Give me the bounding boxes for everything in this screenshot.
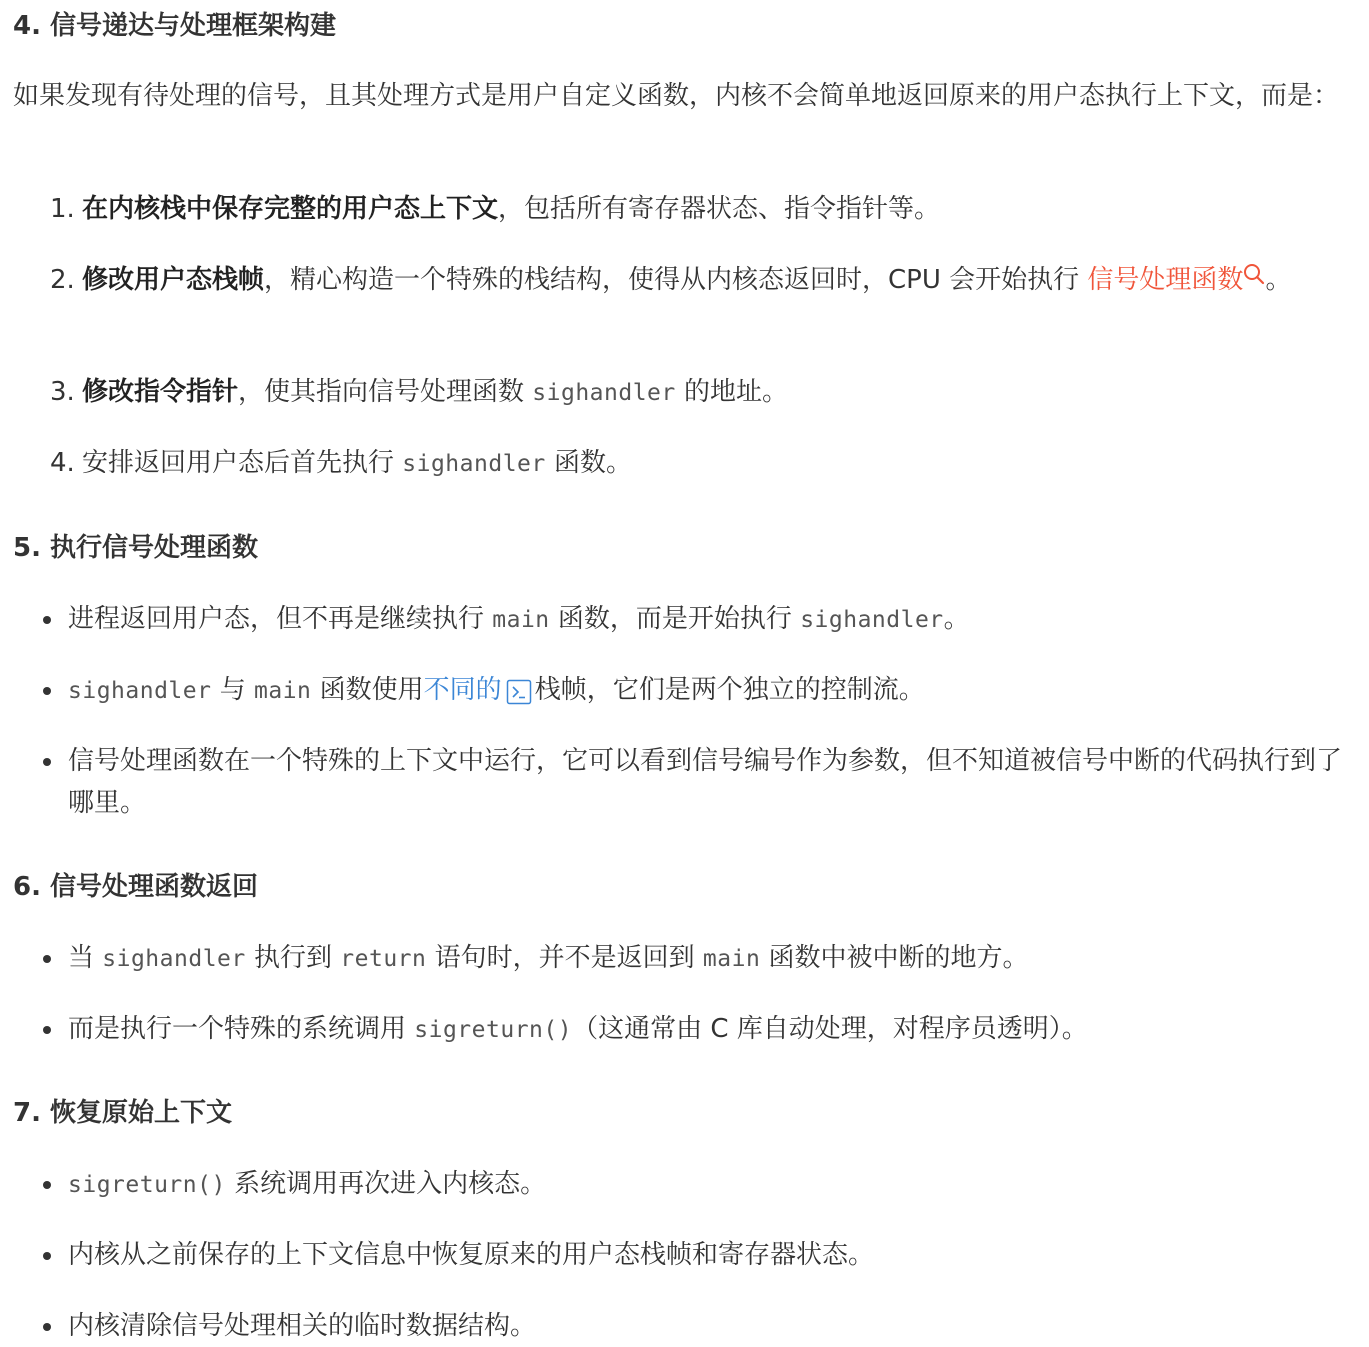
bullet-dot — [43, 1181, 51, 1189]
list-item-end: 的地址。 — [675, 377, 789, 407]
list-item — [82, 371, 788, 414]
section-7-heading: 7. 恢复原始上下文 — [13, 1098, 233, 1128]
list-item-bold: 在内核栈中保存完整的用户态上下文 — [82, 194, 499, 224]
list-item-text: ，使其指向信号处理函数 — [238, 377, 533, 407]
bullet-dot — [43, 758, 51, 766]
section-4-heading: 4. 信号递达与处理框架构建 — [13, 11, 337, 41]
inline-code: sighandler — [68, 678, 212, 704]
list-item-bold: 修改指令指针 — [82, 377, 239, 407]
inline-code: sighandler — [532, 380, 676, 406]
list-item: 进程返回用户态，但不再是继续执行 main 函数，而是开始执行 sighandler。 — [68, 604, 970, 634]
bullet-dot — [43, 1252, 51, 1260]
bullet-dot — [43, 1323, 51, 1331]
inline-code: sighandler — [102, 946, 246, 972]
list-item-text: ，精心构造一个特殊的栈结构，使得从内核态返回时，CPU 会开始执行 — [264, 265, 1088, 295]
list-item-end: 。 — [1265, 265, 1292, 295]
bullet-dot — [43, 955, 51, 963]
search-icon[interactable] — [1243, 263, 1265, 287]
list-item — [82, 442, 632, 485]
inline-code: return — [340, 946, 427, 972]
list-item: 信号处理函数在一个特殊的上下文中运行，它可以看到信号编号作为参数，但不知道被信号中断的代码执行到了哪里。 — [68, 746, 1343, 818]
list-number: 3. — [50, 377, 75, 407]
list-item-text: ，包括所有寄存器状态、指令指针等。 — [498, 194, 941, 224]
list-item: 内核从之前保存的上下文信息中恢复原来的用户态栈帧和寄存器状态。 — [68, 1240, 875, 1270]
inline-code: sigreturn() — [68, 1172, 226, 1198]
list-number: 4. — [50, 448, 75, 478]
bullet-dot — [43, 616, 51, 624]
list-item — [82, 188, 940, 230]
inline-code: main — [702, 946, 761, 972]
inline-code: sighandler — [800, 607, 944, 633]
bullet-dot — [43, 1026, 51, 1034]
inline-code: main — [492, 607, 550, 633]
list-item: sighandler 与 main 函数使用不同的 栈帧，它们是两个独立的控制流。 — [68, 675, 925, 705]
list-number: 1. — [50, 194, 75, 224]
inline-code: sighandler — [402, 451, 546, 477]
bullet-dot — [43, 687, 51, 695]
list-item-end: 函数。 — [545, 448, 633, 478]
different-link[interactable]: 不同的 — [423, 675, 502, 705]
list-item: 内核清除信号处理相关的临时数据结构。 — [68, 1311, 537, 1341]
list-item: sigreturn() 系统调用再次进入内核态。 — [68, 1169, 547, 1199]
list-item: 而是执行一个特殊的系统调用 sigreturn()（这通常由 C 库自动处理，对程序员透明）。 — [68, 1014, 1088, 1044]
section-6-heading: 6. 信号处理函数返回 — [13, 872, 259, 902]
inline-code: sigreturn() — [414, 1017, 573, 1043]
list-item-bold: 修改用户态栈帧 — [82, 265, 265, 295]
section-4-intro: 如果发现有待处理的信号，且其处理方式是用户自定义函数，内核不会简单地返回原来的用户态执行上下文，而是： — [13, 81, 1340, 111]
inline-code: main — [254, 678, 312, 704]
list-item: 当 sighandler 执行到 return 语句时，并不是返回到 main 函数中被中断的地方。 — [68, 943, 1029, 973]
section-5-heading: 5. 执行信号处理函数 — [13, 533, 259, 563]
list-number: 2. — [50, 265, 75, 295]
list-item-text: 安排返回用户态后首先执行 — [82, 448, 403, 478]
signal-handler-link[interactable]: 信号处理函数 — [1087, 265, 1244, 295]
list-item — [82, 259, 1312, 301]
terminal-icon[interactable] — [506, 676, 532, 702]
